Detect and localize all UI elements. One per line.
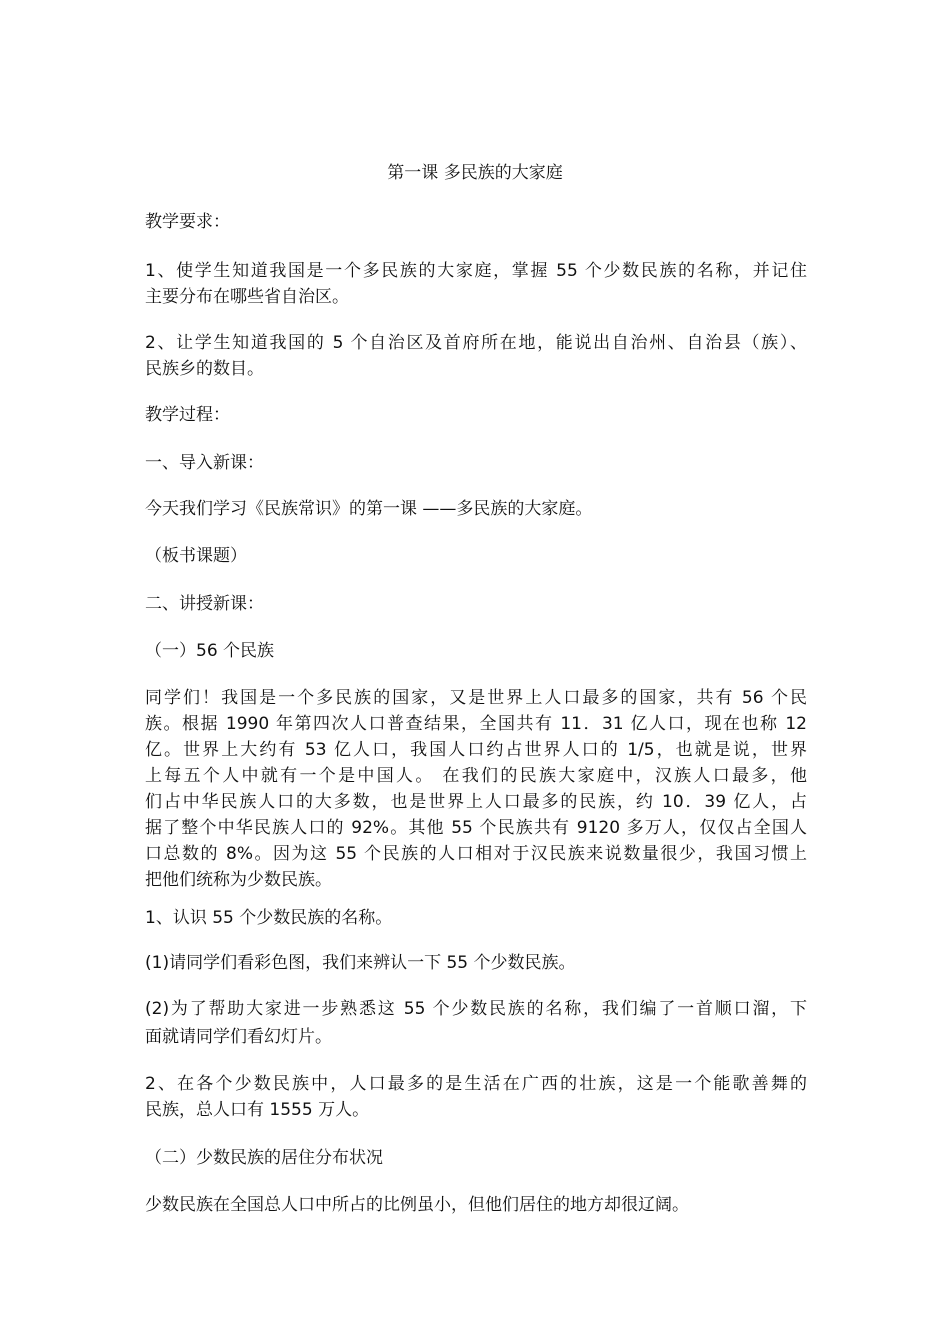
section-1-heading: 一、导入新课： (145, 453, 264, 473)
point-1-sub-1: (1)请同学们看彩色图，我们来辨认一下 55 个少数民族。 (145, 953, 576, 973)
main-paragraph-line: 把他们统称为少数民族。 (145, 870, 332, 890)
main-paragraph (145, 685, 807, 893)
requirement-1-line: 主要分布在哪些省自治区。 (145, 287, 349, 307)
lesson-title: 第一课 多民族的大家庭 (387, 163, 563, 183)
main-paragraph-line: 亿。世界上大约有 53 亿人口，我国人口约占世界人口的 1/5，也就是说，世界 (145, 740, 807, 760)
requirement-2-line: 民族乡的数目。 (145, 359, 264, 379)
main-paragraph-line: 同学们！我国是一个多民族的国家，又是世界上人口最多的国家，共有 56 个民 (145, 688, 807, 708)
board-note: （板书课题） (145, 546, 247, 566)
requirement-1-line: 1、使学生知道我国是一个多民族的大家庭，掌握 55 个少数民族的名称，并记住 (145, 261, 807, 281)
requirement-2 (145, 330, 807, 382)
subsection-1-heading: （一）56 个民族 (145, 641, 275, 661)
point-1-sub-2-line: (2)为了帮助大家进一步熟悉这 55 个少数民族的名称，我们编了一首顺口溜，下 (145, 999, 807, 1019)
point-2 (145, 1071, 807, 1123)
main-paragraph-line: 据了整个中华民族人口的 92%。其他 55 个民族共有 9120 多万人，仅仅占全国人 (145, 818, 807, 838)
teaching-requirements-heading: 教学要求： (145, 212, 230, 232)
closing-text: 少数民族在全国总人口中所占的比例虽小，但他们居住的地方却很辽阔。 (145, 1195, 689, 1215)
main-paragraph-line: 口总数的 8%。因为这 55 个民族的人口相对于汉民族来说数量很少，我国习惯上 (145, 844, 807, 864)
teaching-process-heading: 教学过程： (145, 405, 230, 425)
point-1-sub-2 (145, 996, 807, 1050)
requirement-1 (145, 258, 807, 310)
point-2-line: 2、在各个少数民族中，人口最多的是生活在广西的壮族，这是一个能歌善舞的 (145, 1074, 807, 1094)
intro-text: 今天我们学习《民族常识》的第一课 ——多民族的大家庭。 (145, 499, 593, 519)
subsection-2-heading: （二）少数民族的居住分布状况 (145, 1148, 383, 1168)
main-paragraph-line: 们占中华民族人口的大多数，也是世界上人口最多的民族，约 10．39 亿人，占 (145, 792, 807, 812)
point-1-sub-2-line: 面就请同学们看幻灯片。 (145, 1027, 332, 1047)
section-2-heading: 二、讲授新课： (145, 594, 264, 614)
main-paragraph-line: 族。根据 1990 年第四次人口普查结果，全国共有 11．31 亿人口，现在也称 12 (145, 714, 807, 734)
main-paragraph-line: 上每五个人中就有一个是中国人。 在我们的民族大家庭中，汉族人口最多，他 (145, 766, 807, 786)
point-2-line: 民族，总人口有 1555 万人。 (145, 1100, 370, 1120)
point-1: 1、认识 55 个少数民族的名称。 (145, 908, 393, 928)
requirement-2-line: 2、让学生知道我国的 5 个自治区及首府所在地，能说出自治州、自治县（族）、 (145, 333, 807, 353)
